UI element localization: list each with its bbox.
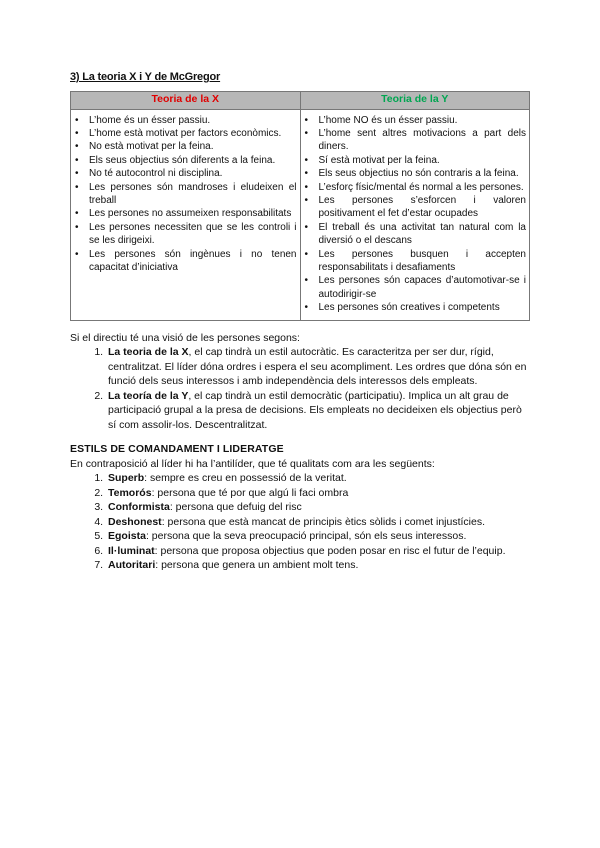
list-item	[106, 471, 530, 486]
list-item	[106, 515, 530, 530]
item-term: Autoritari	[108, 559, 156, 572]
item-text: , el cap tindrà un estil autocràtic. Es caracteritza per ser dur, rígid, centralitzat. El líder dóna ordres i espera el seu acompliment. Les ordres que dóna són en funció dels seus interessos i amb independència dels interessos dels empleats.	[108, 346, 527, 388]
list-item: • No té autocontrol ni disciplina.	[74, 167, 297, 180]
list-item: • L’esforç físic/mental és normal a les persones.	[304, 181, 527, 194]
item-text: : persona que defuig del risc	[169, 501, 302, 514]
document-page	[70, 70, 530, 573]
theory-x-list	[74, 114, 297, 275]
theory-y-list	[304, 114, 527, 315]
list-item: • Els seus objectius són diferents a la feina.	[74, 154, 297, 167]
theory-y-cell	[300, 109, 530, 320]
list-item: • Les persones no assumeixen responsabilitats	[74, 207, 297, 220]
item-text: : persona que té por que algú li faci ombra	[151, 486, 349, 499]
theory-table	[70, 91, 530, 321]
intro-paragraph: Si el directiu té una visió de les persones segons:	[70, 331, 300, 344]
list-item	[106, 486, 530, 501]
list-item	[106, 529, 530, 544]
list-item: • L’home està motivat per factors econòmics.	[74, 127, 297, 140]
list-item: • Les persones necessiten que se les controli i se les dirigeixi.	[74, 221, 297, 248]
list-item: • Les persones són ingènues i no tenen capacitat d’iniciativa	[74, 248, 297, 275]
list-item: • El treball és una activitat tan natural com la diversió o el descans	[304, 221, 527, 248]
antileader-list	[70, 471, 530, 573]
theories-list	[70, 345, 530, 432]
list-item: • Sí està motivat per la feina.	[304, 154, 527, 167]
item-text: : persona que està mancat de principis ètics sòlids i comet injustícies.	[161, 515, 486, 528]
item-term: Superb	[108, 472, 145, 485]
list-item: • No està motivat per la feina.	[74, 140, 297, 153]
item-text: , el cap tindrà un estil democràtic (participatiu). Implica un alt grau de participació grupal a la presa de decisions. Els empleats no decideixen els objectius però sí com assolir-los. Descentralitzat.	[108, 389, 522, 431]
list-item: • Les persones busquen i accepten responsabilitats i desafiaments	[304, 248, 527, 275]
list-item: • L’home és un ésser passiu.	[74, 114, 297, 127]
theory-x-cell	[71, 109, 301, 320]
item-text: : persona que genera un ambient molt tens.	[155, 559, 359, 572]
item-text: : sempre es creu en possessió de la veritat.	[144, 472, 347, 485]
item-text: : persona que la seva preocupació principal, són els seus interessos.	[145, 530, 467, 543]
item-term: La teoria de la X	[108, 346, 189, 359]
item-term: Deshonest	[108, 515, 162, 528]
list-item: • L’home sent altres motivacions a part dels diners.	[304, 127, 527, 154]
header-theory-y: Teoria de la Y	[300, 91, 530, 109]
item-term: La teoría de la Y	[108, 389, 189, 402]
list-item	[106, 544, 530, 559]
item-term: Temorós	[108, 486, 152, 499]
list-item	[106, 345, 530, 389]
list-item: • Les persones són mandroses i eludeixen el treball	[74, 181, 297, 208]
list-item: • L’home NO és un ésser passiu.	[304, 114, 527, 127]
section-title: 3) La teoria X i Y de McGregor	[70, 71, 221, 83]
styles-intro: En contraposició al líder hi ha l’antilíder, que té qualitats com ara les següents:	[70, 457, 435, 470]
item-term: Conformista	[108, 501, 170, 514]
list-item: • Les persones s’esforcen i valoren positivament el fet d’estar ocupades	[304, 194, 527, 221]
item-term: Il·luminat	[108, 544, 155, 557]
header-theory-x: Teoria de la X	[71, 91, 301, 109]
list-item: • Els seus objectius no són contraris a la feina.	[304, 167, 527, 180]
list-item	[106, 500, 530, 515]
list-item: • Les persones són capaces d’automotivar-se i autodirigir-se	[304, 274, 527, 301]
list-item	[106, 558, 530, 573]
list-item: • Les persones són creatives i competents	[304, 301, 527, 314]
item-term: Egoista	[108, 530, 146, 543]
list-item	[106, 389, 530, 433]
item-text: : persona que proposa objectius que poden posar en risc el futur de l’equip.	[154, 544, 506, 557]
styles-heading: ESTILS DE COMANDAMENT I LIDERATGE	[70, 443, 284, 456]
